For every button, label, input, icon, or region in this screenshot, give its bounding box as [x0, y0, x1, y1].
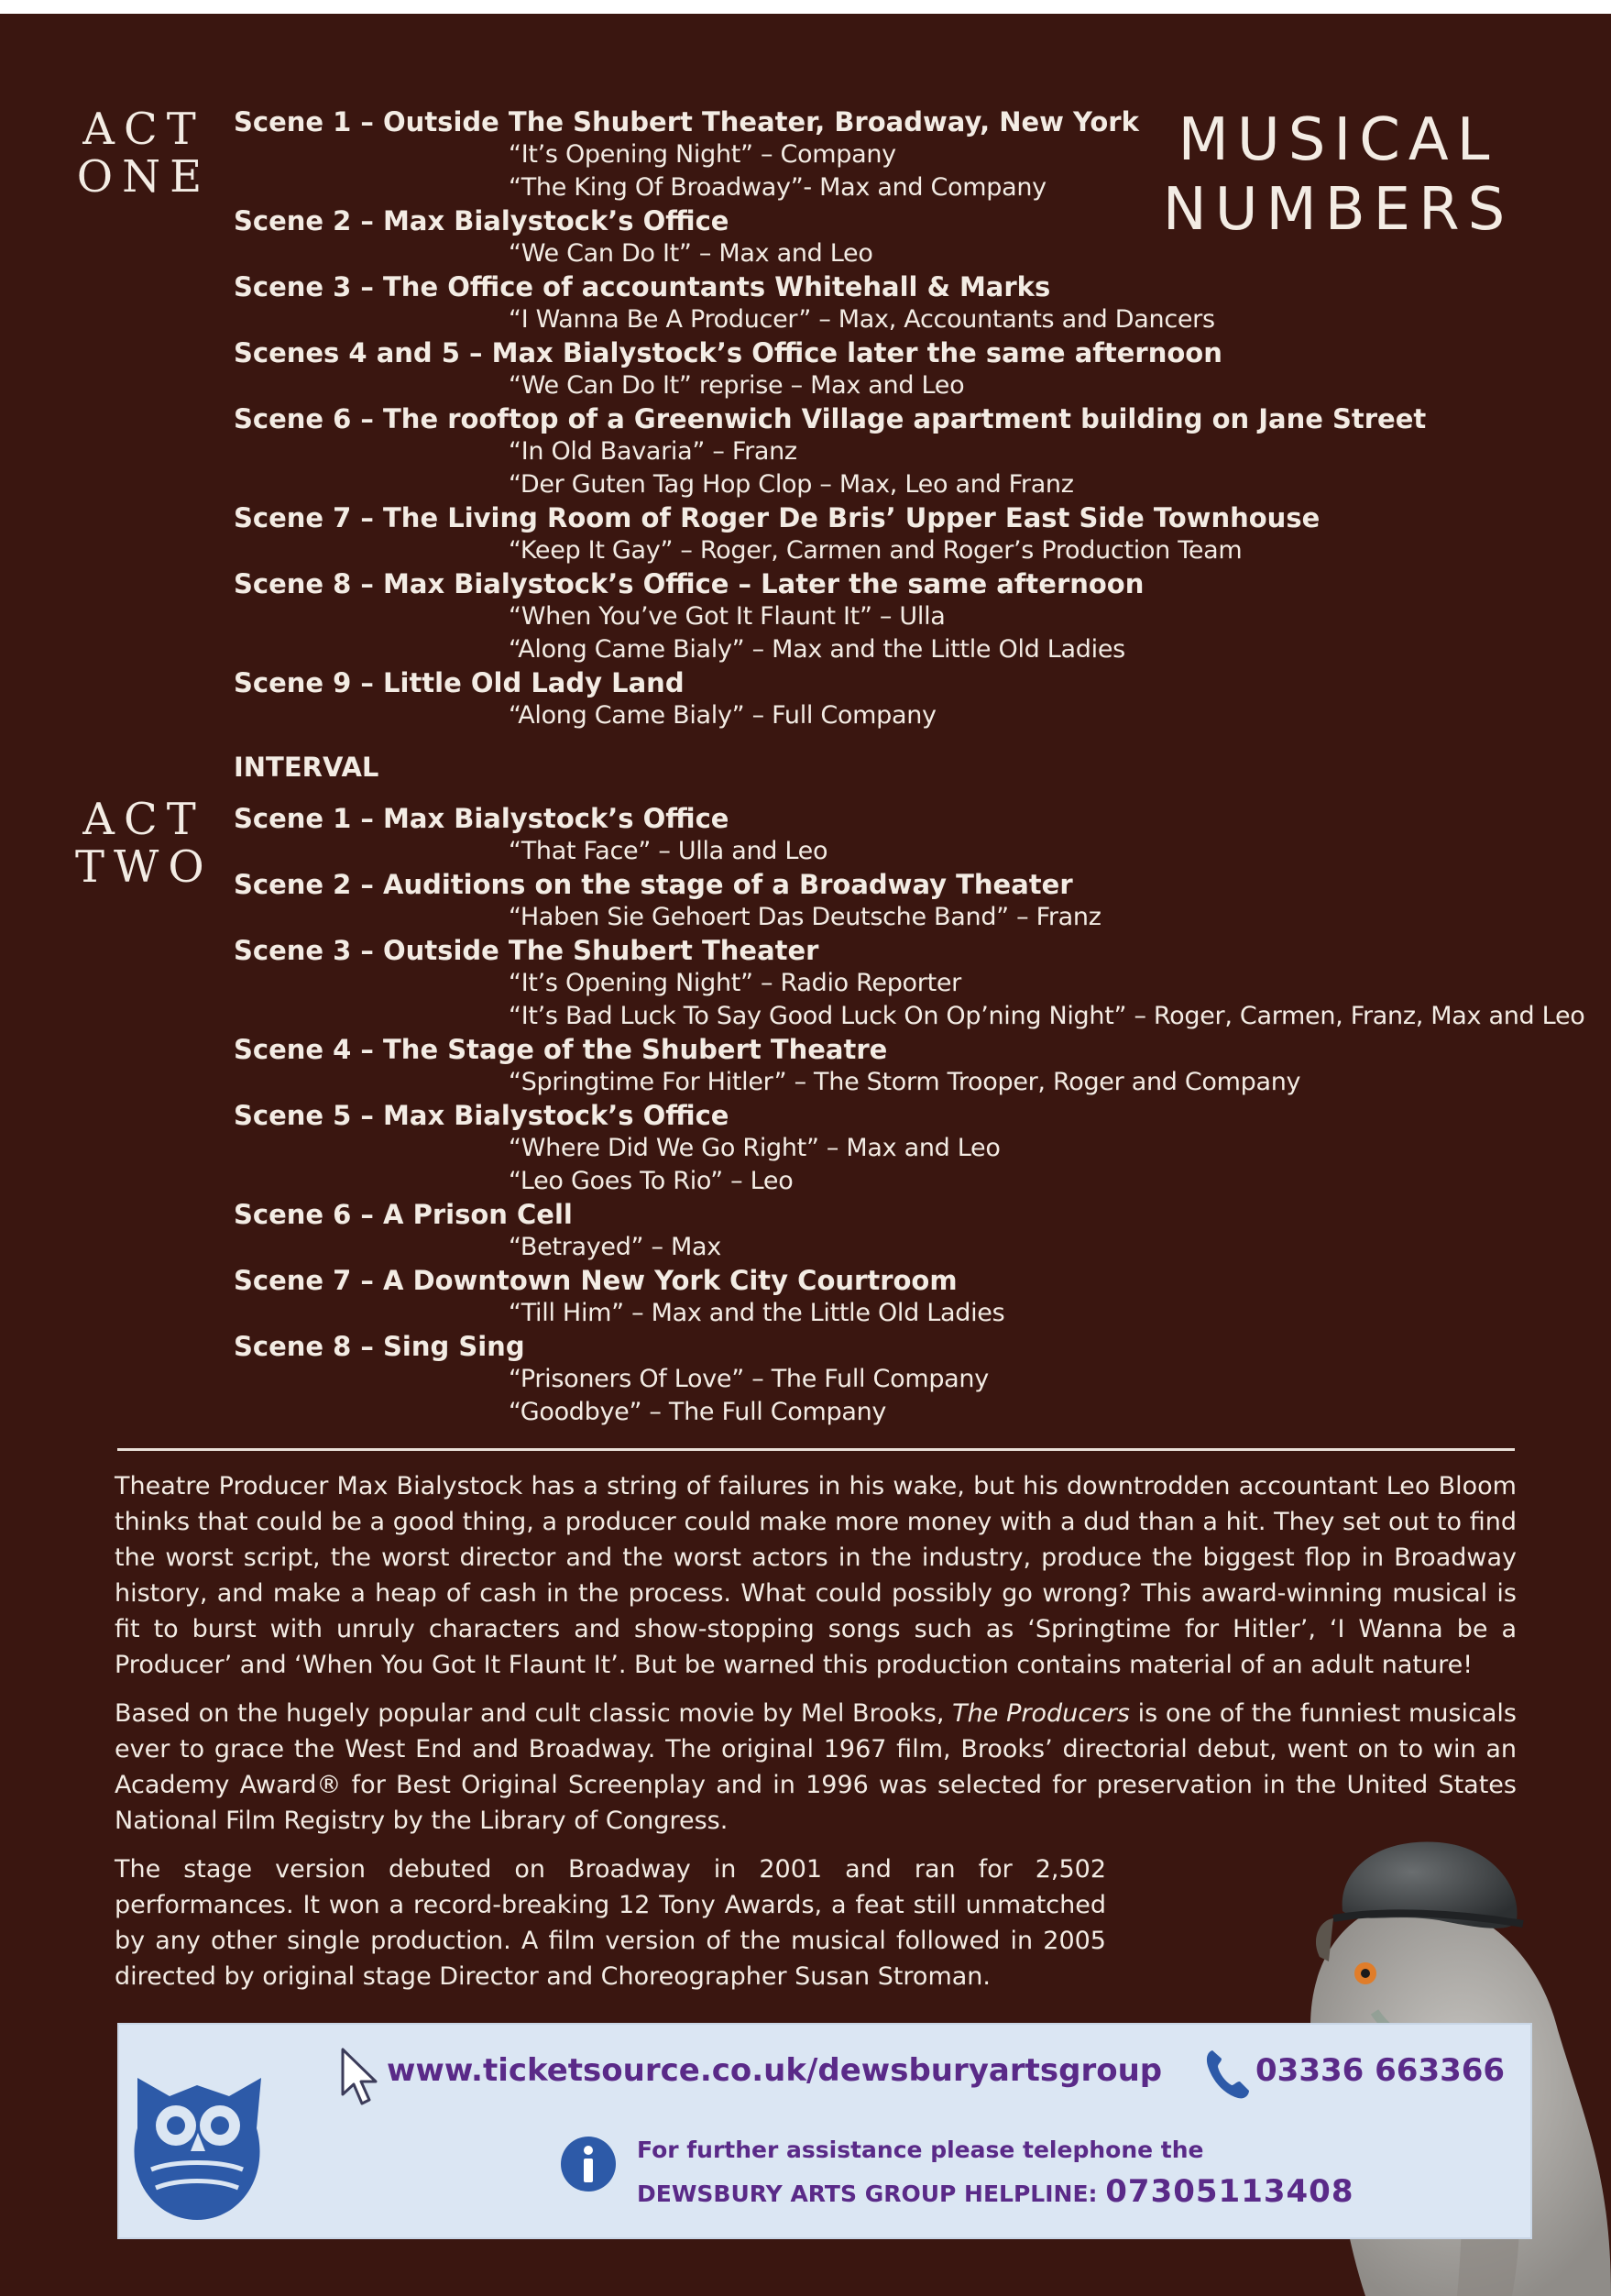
info-icon — [559, 2135, 618, 2193]
scene-heading: Scene 1 – Outside The Shubert Theater, Broadway, New York — [234, 106, 1139, 137]
assistance-text: For further assistance please telephone the — [637, 2137, 1204, 2163]
ticket-info-panel — [117, 2023, 1532, 2239]
song-item: “Haben Sie Gehoert Das Deutsche Band” – Franz — [509, 903, 1101, 931]
song-item: “That Face” – Ulla and Leo — [509, 837, 828, 865]
song-item: “Leo Goes To Rio” – Leo — [509, 1167, 794, 1195]
song-item: “Der Guten Tag Hop Clop – Max, Leo and Franz — [509, 470, 1074, 499]
song-item: “Keep It Gay” – Roger, Carmen and Roger’s Production Team — [509, 536, 1243, 565]
song-item: “We Can Do It” – Max and Leo — [509, 239, 873, 268]
song-item: “The King Of Broadway”- Max and Company — [509, 173, 1047, 202]
scene-heading: Scene 2 – Max Bialystock’s Office — [234, 205, 729, 236]
show-title: The Producers — [952, 1699, 1130, 1728]
act-one-label-line2: ONE — [76, 151, 212, 203]
song-item: “Springtime For Hitler” – The Storm Trooper, Roger and Company — [509, 1068, 1301, 1096]
scene-heading: Scene 3 – Outside The Shubert Theater — [234, 935, 819, 966]
act-one-label — [75, 105, 213, 201]
song-item: “When You’ve Got It Flaunt It” – Ulla — [509, 602, 946, 631]
helpline-label: DEWSBURY ARTS GROUP HELPLINE: — [637, 2181, 1098, 2207]
act-two-label-line2: TWO — [75, 841, 214, 893]
scene-heading: Scene 2 – Auditions on the stage of a Broadway Theater — [234, 869, 1073, 900]
song-item: “Till Him” – Max and the Little Old Ladies — [509, 1299, 1005, 1327]
scene-heading: Scene 6 – A Prison Cell — [234, 1199, 573, 1230]
scene-heading: Scene 6 – The rooftop of a Greenwich Village apartment building on Jane Street — [234, 403, 1427, 434]
programme-page — [0, 14, 1611, 2296]
scene-heading: Scene 8 – Max Bialystock’s Office – Later the same afternoon — [234, 568, 1145, 599]
song-item: “It’s Bad Luck To Say Good Luck On Op’ning Night” – Roger, Carmen, Franz, Max and Leo — [509, 1002, 1585, 1030]
musical-numbers-list — [234, 105, 1590, 1429]
synopsis-paragraph-2-end: is one of the funniest musicals ever to grace the West End and Broadway. The original 1967 film, Brooks’ directorial debut, went on to win an Academy Award® for Best Original Screenplay and in 1996 was selected for preservation in the United States National Film Registry by the Library of Congress. — [115, 1699, 1517, 1835]
website-link[interactable]: www.ticketsource.co.uk/dewsburyartsgroup — [387, 2052, 1163, 2089]
song-item: “Along Came Bialy” – Max and the Little Old Ladies — [509, 635, 1125, 664]
page-title-line2: NUMBERS — [1162, 176, 1514, 244]
scene-heading: Scene 7 – A Downtown New York City Courtroom — [234, 1265, 958, 1296]
scene-heading: Scene 3 – The Office of accountants Whitehall & Marks — [234, 271, 1051, 302]
song-item: “Betrayed” – Max — [509, 1233, 721, 1261]
scene-heading: Scene 8 – Sing Sing — [234, 1331, 525, 1362]
song-item: “It’s Opening Night” – Radio Reporter — [509, 969, 961, 997]
act-two-label-line1: ACT — [82, 794, 205, 845]
phone-icon — [1203, 2047, 1251, 2100]
helpline-number[interactable]: 07305113408 — [1105, 2173, 1354, 2210]
song-item: “It’s Opening Night” – Company — [509, 140, 896, 169]
song-item: “Goodbye” – The Full Company — [509, 1398, 887, 1426]
act-two-label — [75, 796, 213, 891]
helpline-line — [637, 2173, 1353, 2210]
scene-heading: Scene 5 – Max Bialystock’s Office — [234, 1100, 729, 1131]
scene-heading: Scene 7 – The Living Room of Roger De Bris’ Upper East Side Townhouse — [234, 502, 1321, 533]
synopsis-paragraph-3: The stage version debuted on Broadway in 2001 and ran for 2,502 performances. It won a record-breaking 12 Tony Awards, a feat still unmatched by any other single production. A film version of the musical followed in 2005 directed by original stage Director and Choreographer Susan Stroman. — [115, 1855, 1106, 1991]
song-item: “We Can Do It” reprise – Max and Leo — [509, 371, 965, 400]
scene-heading: Scene 1 – Max Bialystock’s Office — [234, 803, 729, 834]
interval-label: INTERVAL — [234, 752, 379, 783]
scene-heading: Scenes 4 and 5 – Max Bialystock’s Office later the same afternoon — [234, 337, 1222, 368]
scene-heading: Scene 4 – The Stage of the Shubert Theatre — [234, 1034, 888, 1065]
scene-heading: Scene 9 – Little Old Lady Land — [234, 667, 685, 698]
song-item: “Where Did We Go Right” – Max and Leo — [509, 1134, 1001, 1162]
synopsis-paragraph-2-start: Based on the hugely popular and cult classic movie by Mel Brooks, — [115, 1699, 953, 1728]
act-one-label-line1: ACT — [82, 104, 205, 155]
song-item: “Prisoners Of Love” – The Full Company — [509, 1365, 989, 1393]
page-title-line1: MUSICAL — [1178, 106, 1498, 174]
synopsis-paragraph-1: Theatre Producer Max Bialystock has a string of failures in his wake, but his downtrodden accountant Leo Bloom thinks that could be a good thing, a producer could make more money with a dud than a hit. They set out to find the worst script, the worst director and the worst actors in the industry, produce the biggest flop in Broadway history, and make a heap of cash in the process. What could possibly go wrong? This award-winning musical is fit to burst with unruly characters and show-stopping songs such as ‘Springtime for Hitler’, ‘I Wanna be a Producer’ and ‘When You Got It Flaunt It’. But be warned this production contains material of an adult nature! — [115, 1472, 1517, 1679]
section-divider — [117, 1448, 1515, 1451]
owl-logo-icon — [119, 2041, 275, 2225]
phone-number[interactable]: 03336 663366 — [1255, 2052, 1506, 2089]
song-item: “I Wanna Be A Producer” – Max, Accountants and Dancers — [509, 305, 1215, 334]
song-item: “In Old Bavaria” – Franz — [509, 437, 797, 466]
song-item: “Along Came Bialy” – Full Company — [509, 701, 937, 730]
cursor-arrow-icon — [339, 2047, 381, 2107]
